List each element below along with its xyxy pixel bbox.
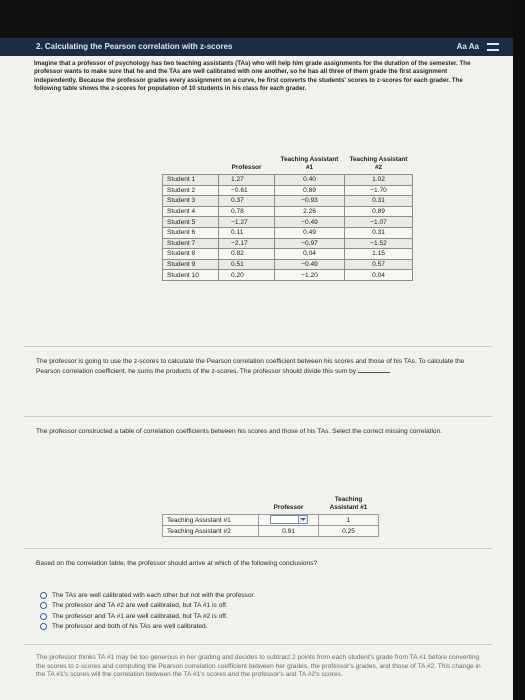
section-divider: [24, 346, 492, 347]
table-row: [163, 196, 413, 207]
table-row: [163, 217, 413, 228]
row-label: Student 9: [163, 259, 219, 270]
row-label: Student 10: [163, 270, 219, 281]
question-1-text: [36, 358, 486, 376]
table-row: [163, 526, 379, 537]
screen: [0, 38, 513, 700]
table-row: [163, 270, 413, 281]
row-label: Student 2: [163, 185, 219, 196]
ta2-zscore: −1.07: [345, 217, 413, 228]
missing-correlation-cell: [259, 515, 319, 526]
option-label: The professor and TA #1 are well calibrated, but TA #2 is off.: [52, 612, 228, 620]
ta1-zscore: −0.49: [275, 217, 345, 228]
row-label: Teaching Assistant #1: [163, 515, 259, 526]
ta2-zscore: 0.57: [345, 259, 413, 270]
conclusion-option[interactable]: [40, 622, 255, 633]
ta2-zscore: 0.89: [345, 206, 413, 217]
row-label: Student 7: [163, 238, 219, 249]
conclusion-options: [40, 590, 255, 632]
question-1-prompt: The professor is going to use the z-scores to calculate the Pearson correlation coefficient between his scores and those of his TAs. To calculate the Pearson correlation coefficient, he sums the products of the z-scores. The professor should divide this sum by: [36, 358, 465, 375]
section-divider: [24, 416, 492, 417]
radio-button[interactable]: [40, 592, 47, 599]
ta1-zscore: −0.97: [275, 238, 345, 249]
conclusion-option[interactable]: [40, 590, 255, 601]
missing-correlation-dropdown[interactable]: [270, 515, 308, 524]
device-bezel-right: [513, 0, 525, 700]
ta1-zscore: 0.49: [275, 227, 345, 238]
option-label: The TAs are well calibrated with each other but not with the professor.: [52, 591, 256, 599]
sum-divisor-blank[interactable]: [358, 367, 390, 373]
row-label: Teaching Assistant #2: [163, 526, 259, 537]
table-row: [163, 515, 379, 526]
ta2-zscore: −1.52: [345, 238, 413, 249]
row-label: Student 3: [163, 196, 219, 207]
section-divider: [24, 548, 492, 549]
option-label: The professor and both of his TAs are well calibrated.: [52, 623, 208, 631]
professor-zscore: 0.20: [219, 270, 275, 281]
corr-header-professor: Professor: [273, 504, 304, 511]
row-label: Student 1: [163, 175, 219, 186]
radio-button[interactable]: [40, 623, 47, 630]
question-3-text: Based on the correlation table, the professor should arrive at which of the following conclusions?: [36, 560, 318, 567]
ta2-zscore: −1.70: [345, 185, 413, 196]
professor-zscore: 0.11: [219, 227, 275, 238]
zscore-table-header: [163, 156, 413, 175]
professor-zscore: 0.37: [219, 196, 275, 207]
professor-zscore: 0.78: [219, 206, 275, 217]
table-row: [163, 238, 413, 249]
device-bezel-top: [0, 0, 525, 38]
ta2-zscore: 1.02: [345, 175, 413, 186]
chevron-down-icon[interactable]: [298, 516, 307, 523]
question-4-text: The professor thinks TA #1 may be too generous in her grading and decides to subtract 2 points from each student's grade from TA #1 before converting the scores to z-scores and computing the Pearson correlation coefficient between her grades, the professor's grades, and those of TA #2. This change in the TA #1's scores will the correlation between the TA #1's scores and the professor's and TA #2's scores.: [36, 654, 481, 679]
menu-icon[interactable]: [487, 43, 499, 51]
ta1-zscore: 0.04: [275, 249, 345, 260]
row-label: Student 4: [163, 206, 219, 217]
correlation-table: [162, 496, 379, 537]
zscore-table: [162, 156, 413, 281]
ta1-zscore: 2.26: [275, 206, 345, 217]
zscore-header-ta2: Teaching Assistant #2: [349, 156, 408, 171]
conclusion-option[interactable]: [40, 601, 255, 612]
corr-table-header: [163, 496, 379, 515]
table-row: [163, 227, 413, 238]
correlation-value: 0.25: [319, 526, 379, 537]
row-label: Student 6: [163, 227, 219, 238]
question-header: [0, 38, 513, 56]
professor-zscore: 0.51: [219, 259, 275, 270]
section-divider: [24, 644, 492, 645]
professor-zscore: −0.61: [219, 185, 275, 196]
professor-zscore: 0.82: [219, 249, 275, 260]
correlation-value: 0.91: [259, 526, 319, 537]
ta1-zscore: −0.49: [275, 259, 345, 270]
intro-paragraph: Imagine that a professor of psychology has two teaching assistants (TAs) who will help him grade assignments for the duration of the semester. The professor wants to make sure that he and the TAs are well calibrated with one another, so he has all three of them grade the first assignment independently. Because the professor grades every assignment on a curve, he first converts the students' scores to z-scores for each grader. The following table shows the z-scores for population of 10 students in his class for each grader.: [34, 60, 471, 93]
option-label: The professor and TA #2 are well calibrated, but TA #1 is off.: [52, 602, 228, 610]
ta2-zscore: 0.04: [345, 270, 413, 281]
table-row: [163, 185, 413, 196]
question-2-text: The professor constructed a table of correlation coefficients between his scores and those of his TAs. Select the correct missing correlation.: [36, 428, 443, 435]
corr-header-ta1: Teaching Assistant #1: [329, 496, 368, 511]
font-size-icon[interactable]: Aa Aa: [456, 42, 479, 51]
table-row: [163, 249, 413, 260]
professor-zscore: −1.27: [219, 217, 275, 228]
row-label: Student 8: [163, 249, 219, 260]
table-row: [163, 175, 413, 186]
correlation-value: 1: [319, 515, 379, 526]
ta1-zscore: 0.89: [275, 185, 345, 196]
radio-button[interactable]: [40, 613, 47, 620]
professor-zscore: 1.27: [219, 175, 275, 186]
table-row: [163, 206, 413, 217]
zscore-header-blank: [163, 156, 219, 175]
conclusion-option[interactable]: [40, 611, 255, 622]
row-label: Student 5: [163, 217, 219, 228]
radio-button[interactable]: [40, 602, 47, 609]
ta1-zscore: −1.20: [275, 270, 345, 281]
corr-header-blank: [163, 496, 259, 515]
ta2-zscore: 1.15: [345, 249, 413, 260]
question-title: 2. Calculating the Pearson correlation with z-scores: [36, 42, 233, 51]
zscore-header-ta1: Teaching Assistant #1: [280, 156, 339, 171]
ta1-zscore: 0.40: [275, 175, 345, 186]
ta2-zscore: 0.31: [345, 227, 413, 238]
professor-zscore: −2.17: [219, 238, 275, 249]
ta1-zscore: −0.93: [275, 196, 345, 207]
ta2-zscore: 0.31: [345, 196, 413, 207]
table-row: [163, 259, 413, 270]
zscore-header-professor: Professor: [231, 164, 262, 171]
